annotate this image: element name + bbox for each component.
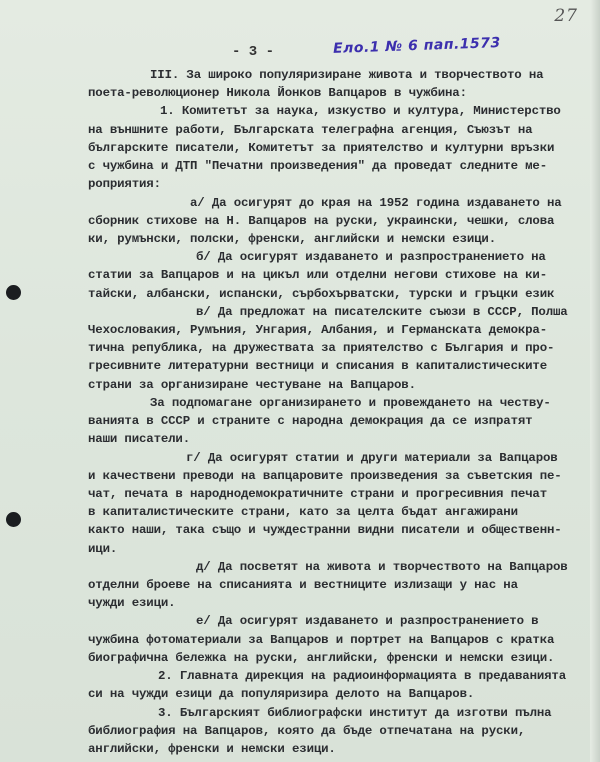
text-line: и качествени преводи на вапцаровите произведения за съветския пе- bbox=[88, 468, 562, 483]
text-line: сборник стихове на Н. Вапцаров на руски, украински, чешки, слова bbox=[88, 213, 555, 228]
text-line: биографична бележка на руски, английски, френски и немски езици. bbox=[88, 650, 555, 665]
text-line: III. За широко популяризиране живота и творчеството на bbox=[150, 68, 544, 82]
text-line: страни за организиране честуване на Вапцаров. bbox=[88, 377, 416, 392]
text-line: с чужбина и ДТП "Печатни произведения" да проведат следните ме- bbox=[88, 159, 547, 174]
text-line: д/ Да посветят на живота и творчеството на Вапцаров bbox=[196, 559, 568, 574]
punch-hole bbox=[6, 512, 21, 527]
text-line: 3. Българският библиографски институт да изготви пълна bbox=[158, 705, 552, 720]
text-line: отделни броеве на списанията и вестниците излизащи у нас на bbox=[88, 578, 518, 593]
text-line: ици. bbox=[88, 541, 118, 556]
text-line: чужбина фотоматериали за Вапцаров и портрет на Вапцаров с кратка bbox=[88, 632, 555, 647]
page-edge bbox=[590, 0, 600, 762]
archive-stamp: Ело.1 № 6 пап.1573 bbox=[332, 35, 502, 57]
text-line: 1. Комитетът за наука, изкуство и култура, Министерство bbox=[160, 104, 561, 119]
text-line: а/ Да осигурят до края на 1952 година издаването на bbox=[190, 195, 562, 210]
text-line: тична република, на дружествата за приятелство с България и про- bbox=[88, 341, 555, 356]
text-line: Чехословакия, Румъния, Унгария, Албания, и Германската демокра- bbox=[88, 323, 547, 338]
text-line: б/ Да осигурят издаването и разпространението на bbox=[196, 250, 546, 265]
text-line: ванията в СССР и страните с народна демокрация да се изпратят bbox=[88, 414, 533, 429]
text-line: чат, печата в народнодемократичните страни и прогресивния печат bbox=[88, 486, 547, 501]
text-line: българските писатели, Комитетът за приятелство и културни връзки bbox=[88, 140, 555, 155]
text-line: ки, румънски, полски, френски, английски и немски езици. bbox=[88, 231, 496, 246]
text-line: английски, френски и немски езици. bbox=[88, 742, 336, 756]
text-line: библиография на Вапцаров, която да бъде отпечатана на руски, bbox=[88, 723, 526, 738]
text-line: на външните работи, Българската телеграфна агенция, Съюзът на bbox=[88, 122, 533, 137]
text-line: както наши, така също и чуждестранни видни писатели и общественн- bbox=[88, 523, 562, 538]
text-line: гресивните литературни вестници и списания в капиталистическите bbox=[88, 359, 547, 374]
text-line: чужди езици. bbox=[88, 596, 176, 611]
text-line: е/ Да осигурят издаването и разпространението в bbox=[196, 614, 539, 629]
text-line: поета-революционер Никола Йонков Вапцаров в чужбина: bbox=[88, 86, 467, 101]
page-number: - 3 - bbox=[232, 44, 275, 60]
text-line: в/ Да предложат на писателските съюзи в СССР, Полша bbox=[196, 304, 568, 319]
punch-hole bbox=[6, 285, 21, 300]
text-line: тайски, албански, испански, сърбохърватски, турски и гръцки език bbox=[88, 286, 555, 301]
text-line: наши писатели. bbox=[88, 432, 190, 447]
text-line: г/ Да осигурят статии и други материали за Вапцаров bbox=[186, 450, 558, 465]
text-line: си на чужди езици да популяризира делото на Вапцаров. bbox=[88, 687, 475, 702]
text-line: 2. Главната дирекция на радиоинформацията в предаванията bbox=[158, 669, 566, 684]
text-line: статии за Вапцаров и на цикъл или отделни негови стихове на ки- bbox=[88, 268, 547, 283]
text-line: За подпомагане организирането и провеждането на честву- bbox=[150, 395, 551, 410]
text-line: в капиталистическите страни, като за целта бъдат ангажирани bbox=[88, 505, 518, 520]
handwritten-page-number: 27 bbox=[554, 6, 578, 26]
text-line: роприятия: bbox=[88, 177, 161, 192]
